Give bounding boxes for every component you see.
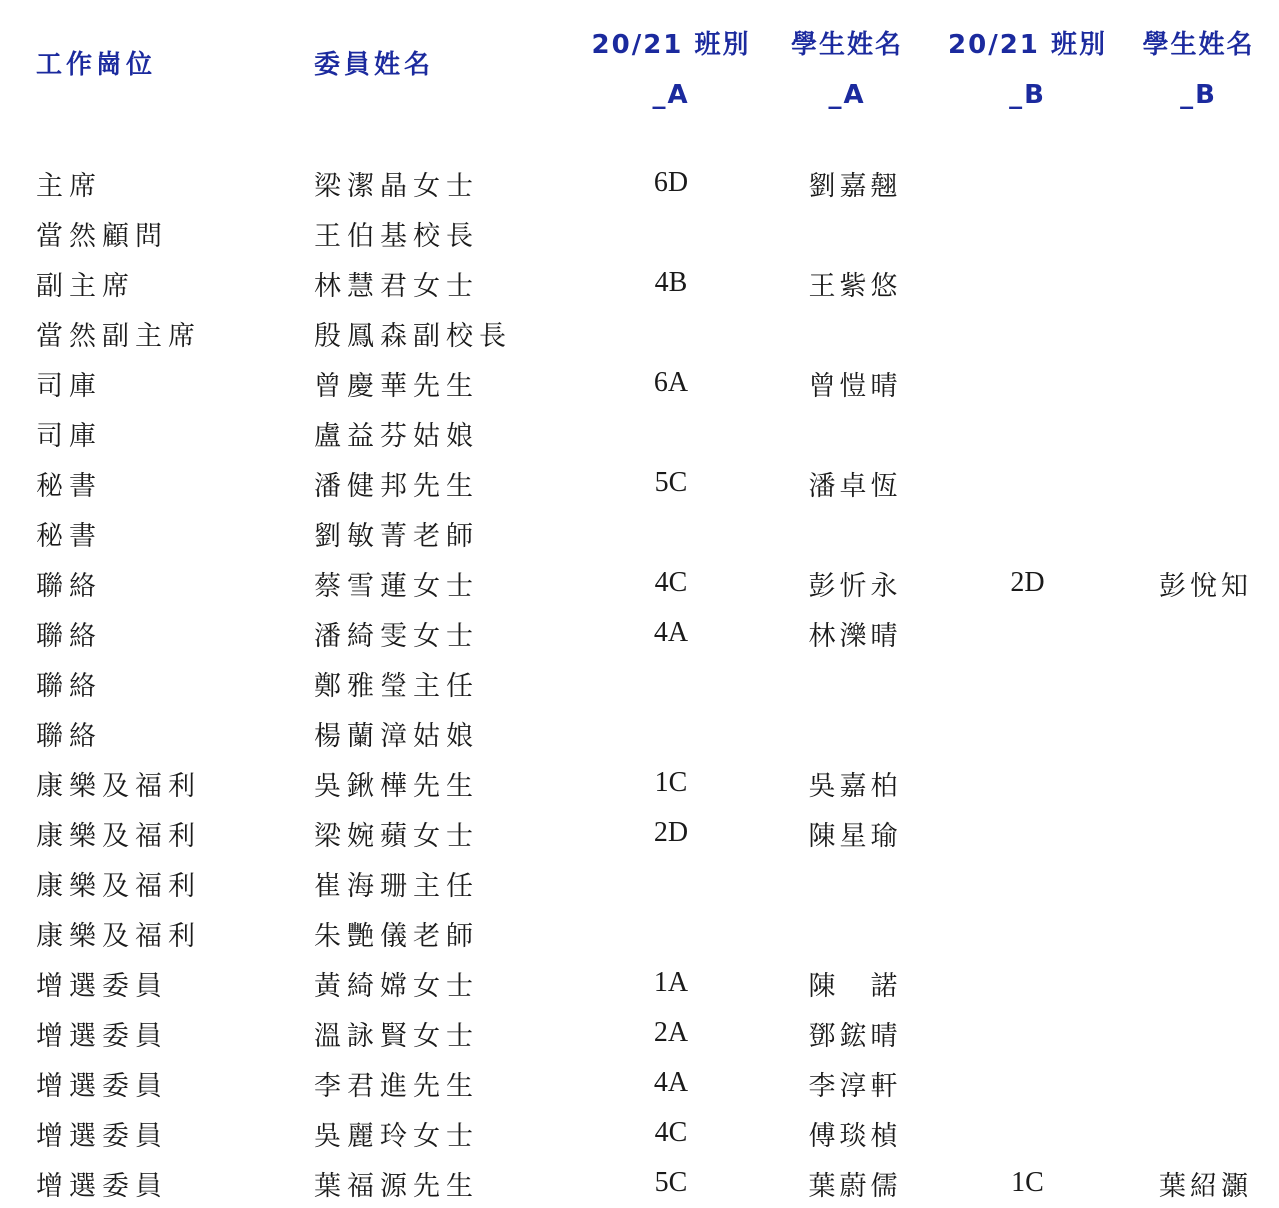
class-a-cell: 4B xyxy=(654,267,688,298)
member-name-cell: 殷鳳森副校長 xyxy=(314,320,512,352)
role-cell: 增選委員 xyxy=(36,970,168,1002)
header-class-b xyxy=(937,0,1118,158)
class-b-cell: 2D xyxy=(1010,567,1045,598)
member-name-cell: 潘綺雯女士 xyxy=(314,620,479,652)
class-b-cell xyxy=(937,258,1118,308)
member-name-cell: 林慧君女士 xyxy=(314,270,479,302)
student-a-cell: 王紫悠 xyxy=(808,270,902,302)
class-a-cell: 5C xyxy=(654,1167,688,1198)
role-cell: 秘書 xyxy=(36,470,102,502)
table-row xyxy=(0,408,1279,458)
student-b-cell xyxy=(1118,608,1279,658)
table-row xyxy=(0,358,1279,408)
class-a-cell xyxy=(585,658,757,708)
class-a-cell xyxy=(585,208,757,258)
student-b-cell xyxy=(1118,958,1279,1008)
role-cell: 聯絡 xyxy=(36,570,102,602)
student-a-cell: 林濼晴 xyxy=(808,620,902,652)
class-b-cell xyxy=(937,658,1118,708)
student-b-cell xyxy=(1118,1108,1279,1158)
student-b-cell xyxy=(1118,1008,1279,1058)
role-cell: 秘書 xyxy=(36,520,102,552)
member-name-cell: 葉福源先生 xyxy=(314,1170,479,1202)
member-name-cell: 朱艷儀老師 xyxy=(314,920,479,952)
table-row xyxy=(0,908,1279,958)
class-a-cell: 2A xyxy=(653,1017,689,1048)
student-b-cell: 葉紹灝 xyxy=(1159,1170,1252,1202)
table-row xyxy=(0,208,1279,258)
table-row xyxy=(0,958,1279,1008)
role-cell: 聯絡 xyxy=(36,670,102,702)
table-row xyxy=(0,1058,1279,1108)
student-a-cell: 陳 諾 xyxy=(808,970,902,1002)
role-cell: 聯絡 xyxy=(36,720,102,752)
class-b-cell xyxy=(937,608,1118,658)
class-b-cell xyxy=(937,1108,1118,1158)
class-b-cell xyxy=(937,1058,1118,1108)
header-class-a xyxy=(585,0,757,158)
student-a-cell: 劉嘉翹 xyxy=(808,170,902,202)
table-row xyxy=(0,758,1279,808)
role-cell: 主席 xyxy=(36,170,102,202)
role-cell: 增選委員 xyxy=(36,1020,168,1052)
class-a-cell: 4C xyxy=(654,567,688,598)
student-b-cell: 彭悅知 xyxy=(1159,570,1252,602)
class-a-cell: 1A xyxy=(653,967,689,998)
member-name-cell: 王伯基校長 xyxy=(314,220,479,252)
class-b-cell xyxy=(937,1008,1118,1058)
class-b-cell xyxy=(937,308,1118,358)
student-a-cell xyxy=(757,708,937,758)
class-a-cell: 4A xyxy=(653,617,689,648)
table-row xyxy=(0,808,1279,858)
class-a-cell xyxy=(585,408,757,458)
member-name-cell: 鄭雅瑩主任 xyxy=(314,670,479,702)
role-cell: 司庫 xyxy=(36,370,102,402)
role-cell: 當然顧問 xyxy=(36,220,168,252)
student-a-cell xyxy=(757,308,937,358)
student-b-cell xyxy=(1118,308,1279,358)
class-a-cell xyxy=(585,858,757,908)
student-a-cell xyxy=(757,658,937,708)
role-cell: 司庫 xyxy=(36,420,102,452)
student-a-cell: 李淳軒 xyxy=(808,1070,902,1102)
student-b-cell xyxy=(1118,858,1279,908)
class-b-cell xyxy=(937,758,1118,808)
table-row xyxy=(0,308,1279,358)
student-a-cell: 葉蔚儒 xyxy=(808,1170,902,1202)
header-row xyxy=(0,0,1279,158)
class-a-cell: 2D xyxy=(653,817,689,848)
table-row xyxy=(0,158,1279,208)
table-row xyxy=(0,508,1279,558)
member-name-cell: 梁潔晶女士 xyxy=(314,170,479,202)
table-row xyxy=(0,458,1279,508)
member-name-cell: 蔡雪蓮女士 xyxy=(314,570,479,602)
student-b-cell xyxy=(1118,258,1279,308)
role-cell: 康樂及福利 xyxy=(36,920,201,952)
member-name-cell: 梁婉蘋女士 xyxy=(314,820,479,852)
member-name-cell: 楊蘭漳姑娘 xyxy=(314,720,479,752)
role-cell: 聯絡 xyxy=(36,620,102,652)
table-row xyxy=(0,1158,1279,1208)
role-cell: 康樂及福利 xyxy=(36,770,201,802)
role-cell: 增選委員 xyxy=(36,1170,168,1202)
class-b-cell xyxy=(937,808,1118,858)
header-class-a-line2: _A xyxy=(652,80,690,110)
student-b-cell xyxy=(1118,1058,1279,1108)
table-row xyxy=(0,1008,1279,1058)
member-name-cell: 潘健邦先生 xyxy=(314,470,479,502)
role-cell: 康樂及福利 xyxy=(36,820,201,852)
class-b-cell xyxy=(937,708,1118,758)
student-b-cell xyxy=(1118,458,1279,508)
header-student-a-line2: _A xyxy=(828,80,866,110)
header-student-b-line2: _B xyxy=(1180,80,1217,110)
student-b-cell xyxy=(1118,508,1279,558)
class-a-cell: 6A xyxy=(653,367,689,398)
member-name-cell: 吳麗玲女士 xyxy=(314,1120,479,1152)
student-b-cell xyxy=(1118,158,1279,208)
student-b-cell xyxy=(1118,808,1279,858)
class-a-cell: 4C xyxy=(654,1117,688,1148)
student-b-cell xyxy=(1118,758,1279,808)
header-role: 工作崗位 xyxy=(36,50,157,80)
student-b-cell xyxy=(1118,708,1279,758)
student-a-cell: 傅琰楨 xyxy=(808,1120,902,1152)
class-b-cell xyxy=(937,208,1118,258)
student-a-cell: 曾愷晴 xyxy=(808,370,902,402)
member-name-cell: 吳鍬樺先生 xyxy=(314,770,479,802)
class-a-cell xyxy=(585,308,757,358)
class-a-cell xyxy=(585,908,757,958)
header-class-b-line1: 20/21 班別 xyxy=(948,30,1107,60)
class-b-cell xyxy=(937,458,1118,508)
class-b-cell xyxy=(937,508,1118,558)
class-b-cell xyxy=(937,158,1118,208)
role-cell: 增選委員 xyxy=(36,1070,168,1102)
role-cell: 當然副主席 xyxy=(36,320,201,352)
class-b-cell: 1C xyxy=(1011,1167,1044,1198)
header-student-b-line1: 學生姓名 xyxy=(1142,30,1255,60)
student-b-cell xyxy=(1118,208,1279,258)
member-name-cell: 崔海珊主任 xyxy=(314,870,479,902)
student-b-cell xyxy=(1118,358,1279,408)
class-b-cell xyxy=(937,908,1118,958)
table-row xyxy=(0,858,1279,908)
student-a-cell: 彭忻永 xyxy=(808,570,902,602)
student-b-cell xyxy=(1118,658,1279,708)
role-cell: 增選委員 xyxy=(36,1120,168,1152)
student-a-cell xyxy=(757,208,937,258)
student-b-cell xyxy=(1118,408,1279,458)
student-a-cell: 鄧鋐晴 xyxy=(808,1020,902,1052)
class-b-cell xyxy=(937,958,1118,1008)
student-a-cell xyxy=(757,408,937,458)
member-name-cell: 李君進先生 xyxy=(314,1070,479,1102)
header-student-a xyxy=(757,0,937,158)
role-cell: 副主席 xyxy=(36,270,135,302)
class-b-cell xyxy=(937,858,1118,908)
student-a-cell xyxy=(757,858,937,908)
student-a-cell: 吳嘉柏 xyxy=(808,770,902,802)
header-member: 委員姓名 xyxy=(314,50,435,80)
member-name-cell: 黃綺嫦女士 xyxy=(314,970,479,1002)
table-row xyxy=(0,1108,1279,1158)
header-class-b-line2: _B xyxy=(1009,80,1046,110)
member-name-cell: 溫詠賢女士 xyxy=(314,1020,479,1052)
table-row xyxy=(0,558,1279,608)
class-b-cell xyxy=(937,408,1118,458)
class-a-cell: 4A xyxy=(653,1067,689,1098)
header-student-a-line1: 學生姓名 xyxy=(790,30,903,60)
student-a-cell xyxy=(757,508,937,558)
member-name-cell: 盧益芬姑娘 xyxy=(314,420,479,452)
class-a-cell xyxy=(585,708,757,758)
role-cell: 康樂及福利 xyxy=(36,870,201,902)
table-row xyxy=(0,608,1279,658)
class-b-cell xyxy=(937,358,1118,408)
member-name-cell: 曾慶華先生 xyxy=(314,370,479,402)
member-name-cell: 劉敏菁老師 xyxy=(314,520,479,552)
student-b-cell xyxy=(1118,908,1279,958)
class-a-cell xyxy=(585,508,757,558)
header-class-a-line1: 20/21 班別 xyxy=(591,30,751,60)
header-student-b xyxy=(1118,0,1279,158)
class-a-cell: 5C xyxy=(654,467,688,498)
class-a-cell: 1C xyxy=(654,767,688,798)
student-a-cell xyxy=(757,908,937,958)
class-a-cell: 6D xyxy=(653,167,689,198)
student-a-cell: 潘卓恆 xyxy=(808,470,902,502)
table-row xyxy=(0,258,1279,308)
roster-body xyxy=(0,158,1279,1208)
table-row xyxy=(0,658,1279,708)
student-a-cell: 陳星瑜 xyxy=(808,820,902,852)
table-row xyxy=(0,708,1279,758)
